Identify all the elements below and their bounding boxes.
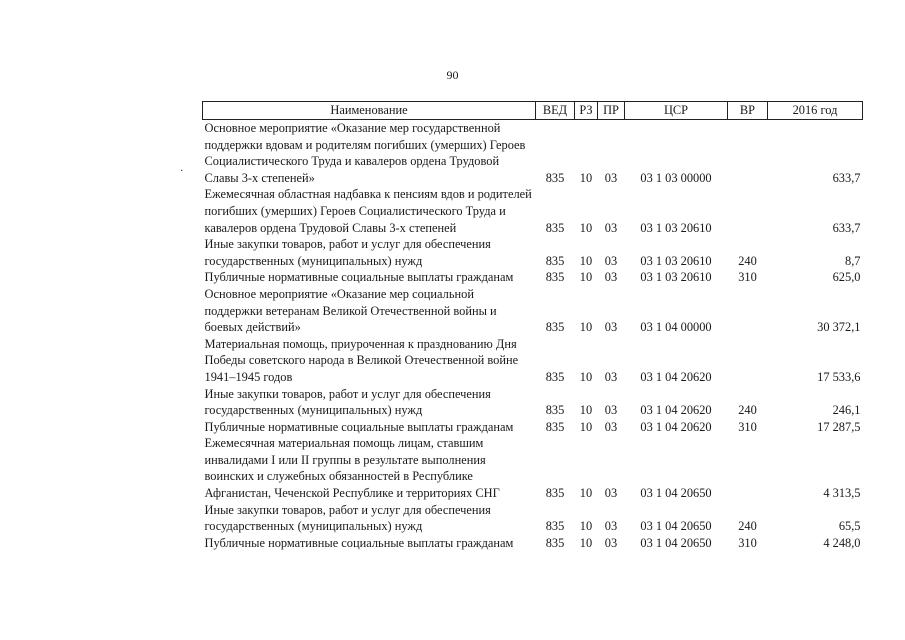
- cell-vr: 240: [738, 403, 757, 418]
- cell-name: Публичные нормативные социальные выплаты гражданам: [204, 419, 514, 434]
- cell-amount: 633,7: [832, 170, 861, 185]
- cell-csr: 03 1 04 20650: [640, 519, 712, 534]
- cell-amount: 4 313,5: [823, 486, 861, 501]
- cell-name: Иные закупки товаров, работ и услуг для обеспечения государственных (муниципальных) нужд: [204, 386, 491, 418]
- cell-vr: 240: [738, 253, 757, 268]
- cell-rz: 10: [579, 535, 593, 550]
- cell-csr: 03 1 03 20610: [640, 220, 712, 235]
- table-row: [203, 236, 863, 269]
- cell-pr: 03: [604, 419, 618, 434]
- cell-name: Публичные нормативные социальные выплаты гражданам: [204, 270, 514, 285]
- cell-csr: 03 1 04 20650: [640, 486, 712, 501]
- cell-vr: 240: [738, 519, 757, 534]
- cell-name: Основное мероприятие «Оказание мер социальной поддержки ветеранам Великой Отечественной войны и боевых действий»: [204, 286, 497, 335]
- cell-pr: 03: [604, 220, 618, 235]
- cell-ved: 835: [545, 320, 565, 335]
- cell-amount: 633,7: [832, 220, 861, 235]
- cell-vr: 310: [738, 535, 757, 550]
- cell-name: Основное мероприятие «Оказание мер государственной поддержки вдовам и родителям погибших (умерших) Героев Социалистического Труда и кавалеров ордена Трудовой Славы 3-х степеней»: [204, 121, 526, 185]
- cell-name: Ежемесячная материальная помощь лицам, ставшим инвалидами I или II группы в результате выполнения воинских и служебных обязанностей в Республике Афганистан, Чеченской Республике и территориях СНГ: [204, 436, 500, 501]
- cell-csr: 03 1 03 20610: [640, 270, 712, 285]
- cell-name: Иные закупки товаров, работ и услуг для обеспечения государственных (муниципальных) нужд: [204, 502, 491, 534]
- cell-pr: 03: [604, 403, 618, 418]
- cell-vr: [728, 435, 768, 501]
- header-name: Наименование: [203, 102, 536, 120]
- header-ved: ВЕД: [536, 102, 575, 120]
- header-csr: ЦСР: [625, 102, 728, 120]
- cell-name: Ежемесячная областная надбавка к пенсиям вдов и родителей погибших (умерших) Героев Социалистического Труда и кавалеров ордена Трудовой Славы 3-х степеней: [204, 187, 532, 235]
- table-row: [203, 419, 863, 436]
- cell-ved: 835: [545, 369, 565, 384]
- table-row: [203, 120, 863, 187]
- header-rz: РЗ: [575, 102, 598, 120]
- table-row: [203, 435, 863, 501]
- cell-rz: 10: [579, 369, 593, 384]
- cell-vr: [728, 186, 768, 236]
- header-vr: ВР: [728, 102, 768, 120]
- cell-vr: [728, 336, 768, 386]
- header-pr: ПР: [598, 102, 625, 120]
- cell-rz: 10: [579, 270, 593, 285]
- table-row: [203, 286, 863, 336]
- cell-rz: 10: [579, 403, 593, 418]
- table-row: [203, 535, 863, 552]
- cell-ved: 835: [545, 419, 565, 434]
- cell-amount: 246,1: [832, 403, 861, 418]
- cell-pr: 03: [604, 270, 618, 285]
- cell-ved: 835: [545, 403, 565, 418]
- cell-amount: 65,5: [838, 519, 861, 534]
- cell-ved: 835: [545, 519, 565, 534]
- table-row: [203, 186, 863, 236]
- cell-amount: 17 287,5: [817, 419, 861, 434]
- cell-csr: 03 1 03 20610: [640, 253, 712, 268]
- cell-pr: 03: [604, 253, 618, 268]
- table-body: [203, 120, 863, 552]
- budget-table: [202, 101, 863, 551]
- cell-pr: 03: [604, 486, 618, 501]
- cell-vr: 310: [738, 419, 757, 434]
- cell-amount: 4 248,0: [823, 535, 861, 550]
- cell-ved: 835: [545, 486, 565, 501]
- cell-ved: 835: [545, 535, 565, 550]
- cell-pr: 03: [604, 519, 618, 534]
- cell-rz: 10: [579, 253, 593, 268]
- cell-vr: [728, 120, 768, 187]
- cell-pr: 03: [604, 369, 618, 384]
- cell-amount: 625,0: [832, 270, 861, 285]
- cell-amount: 30 372,1: [817, 320, 861, 335]
- cell-csr: 03 1 04 20620: [640, 419, 712, 434]
- cell-name: Публичные нормативные социальные выплаты гражданам: [204, 535, 514, 550]
- cell-amount: 17 533,6: [817, 369, 861, 384]
- cell-csr: 03 1 04 20620: [640, 369, 712, 384]
- cell-rz: 10: [579, 486, 593, 501]
- table-row: [203, 269, 863, 286]
- cell-rz: 10: [579, 320, 593, 335]
- cell-vr: 310: [738, 270, 757, 285]
- cell-ved: 835: [545, 270, 565, 285]
- cell-ved: 835: [545, 170, 565, 185]
- cell-rz: 10: [579, 519, 593, 534]
- cell-pr: 03: [604, 170, 618, 185]
- cell-csr: 03 1 04 00000: [640, 320, 712, 335]
- cell-ved: 835: [545, 253, 565, 268]
- cell-ved: 835: [545, 220, 565, 235]
- cell-name: Материальная помощь, приуроченная к празднованию Дня Победы советского народа в Великой Отечественной войне 1941–1945 годов: [204, 336, 519, 384]
- cell-pr: 03: [604, 320, 618, 335]
- cell-rz: 10: [579, 220, 593, 235]
- cell-csr: 03 1 03 00000: [640, 170, 712, 185]
- cell-amount: 8,7: [845, 253, 861, 268]
- margin-mark: ·: [180, 166, 184, 177]
- cell-pr: 03: [604, 535, 618, 550]
- table-row: [203, 336, 863, 386]
- cell-rz: 10: [579, 170, 593, 185]
- cell-rz: 10: [579, 419, 593, 434]
- cell-name: Иные закупки товаров, работ и услуг для обеспечения государственных (муниципальных) нужд: [204, 237, 491, 268]
- table-header-row: [203, 102, 863, 120]
- table-row: [203, 386, 863, 419]
- cell-csr: 03 1 04 20650: [640, 535, 712, 550]
- page-number: 90: [446, 68, 459, 82]
- cell-vr: [728, 286, 768, 336]
- cell-csr: 03 1 04 20620: [640, 403, 712, 418]
- table-row: [203, 502, 863, 535]
- header-amount: 2016 год: [768, 102, 863, 120]
